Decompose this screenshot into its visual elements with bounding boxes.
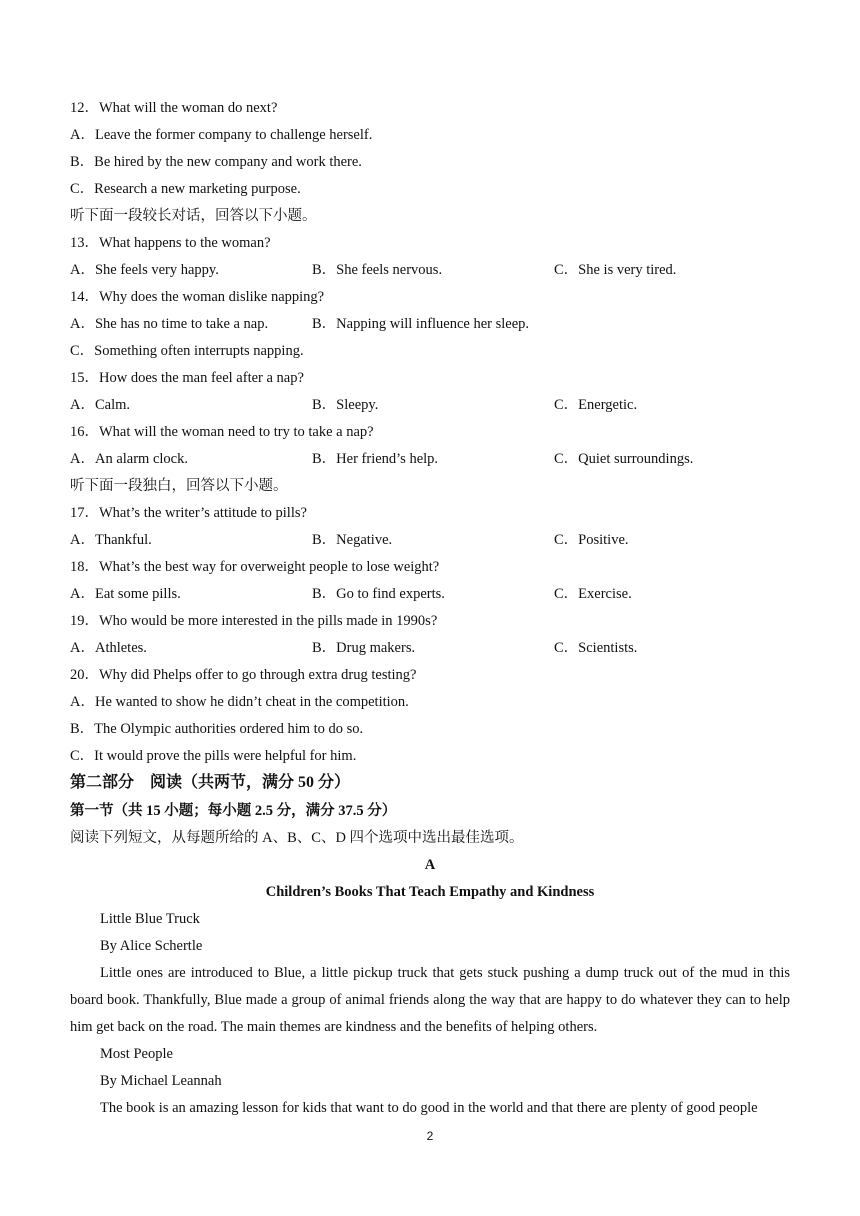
- q13-option-b: B．She feels nervous.: [312, 262, 443, 278]
- q12-stem: 12．What will the woman do next?: [70, 100, 278, 116]
- q15-option-a: A．Calm.: [70, 397, 131, 413]
- passage-letter: A: [424, 857, 436, 873]
- q17-option-b: B．Negative.: [312, 532, 393, 548]
- book1-author: By Alice Schertle: [100, 938, 203, 954]
- q18-option-a: A．Eat some pills.: [70, 586, 181, 602]
- q20-stem: 20．Why did Phelps offer to go through extra drug testing?: [70, 667, 417, 683]
- book1-title: Little Blue Truck: [100, 911, 200, 927]
- q17-stem: 17．What’s the writer’s attitude to pills?: [70, 505, 307, 521]
- q13-option-c: C．She is very tired.: [554, 262, 677, 278]
- q14-option-c: C．Something often interrupts napping.: [70, 343, 304, 359]
- q16-option-a: A．An alarm clock.: [70, 451, 188, 467]
- q19-option-c: C．Scientists.: [554, 640, 638, 656]
- instruction-monologue: 听下面一段独白，回答以下小题。: [70, 478, 288, 494]
- q14-option-a: A．She has no time to take a nap.: [70, 316, 269, 332]
- q16-option-b: B．Her friend’s help.: [312, 451, 439, 467]
- q15-option-c: C．Energetic.: [554, 397, 638, 413]
- q15-stem: 15．How does the man feel after a nap?: [70, 370, 304, 386]
- q20-option-a: A．He wanted to show he didn’t cheat in the competition.: [70, 694, 409, 710]
- page-number: 2: [426, 1129, 434, 1143]
- q12-option-c: C．Research a new marketing purpose.: [70, 181, 301, 197]
- book2-title: Most People: [100, 1046, 173, 1062]
- q17-option-a: A．Thankful.: [70, 532, 152, 548]
- section-one-title: 第一节（共 15 小题；每小题 2.5 分，满分 37.5 分）: [70, 803, 397, 819]
- q14-option-b: B．Napping will influence her sleep.: [312, 316, 530, 332]
- q18-option-c: C．Exercise.: [554, 586, 632, 602]
- reading-instruction: 阅读下列短文，从每题所给的 A、B、C、D 四个选项中选出最佳选项。: [70, 830, 524, 846]
- q19-option-b: B．Drug makers.: [312, 640, 416, 656]
- instruction-long-dialogue: 听下面一段较长对话，回答以下小题。: [70, 208, 317, 224]
- q18-stem: 18．What’s the best way for overweight people to lose weight?: [70, 559, 440, 575]
- q15-option-b: B．Sleepy.: [312, 397, 379, 413]
- q13-option-a: A．She feels very happy.: [70, 262, 219, 278]
- q17-option-c: C．Positive.: [554, 532, 629, 548]
- q20-option-c: C．It would prove the pills were helpful for him.: [70, 748, 357, 764]
- q20-option-b: B．The Olympic authorities ordered him to do so.: [70, 721, 364, 737]
- passage-title: Children’s Books That Teach Empathy and Kindness: [265, 884, 595, 900]
- q12-option-b: B．Be hired by the new company and work there.: [70, 154, 362, 170]
- q19-stem: 19．Who would be more interested in the pills made in 1990s?: [70, 613, 438, 629]
- q13-stem: 13．What happens to the woman?: [70, 235, 271, 251]
- book2-description: The book is an amazing lesson for kids that want to do good in the world and that there are plenty of good people: [100, 1100, 758, 1116]
- q12-option-a: A．Leave the former company to challenge herself.: [70, 127, 373, 143]
- q16-stem: 16．What will the woman need to try to take a nap?: [70, 424, 374, 440]
- q19-option-a: A．Athletes.: [70, 640, 147, 656]
- book1-description: Little ones are introduced to Blue, a little pickup truck that gets stuck pushing a dump truck out of the mud in this board book. Thankfully, Blue made a group of animal friends along the way that are happy to do whatever they can to help him get back on the road. The main themes are kindness and the benefits of helping others.: [70, 965, 790, 1035]
- part-two-title: 第二部分 阅读（共两节，满分 50 分）: [70, 774, 351, 791]
- q16-option-c: C．Quiet surroundings.: [554, 451, 694, 467]
- q14-stem: 14．Why does the woman dislike napping?: [70, 289, 325, 305]
- q18-option-b: B．Go to find experts.: [312, 586, 445, 602]
- book2-author: By Michael Leannah: [100, 1073, 222, 1089]
